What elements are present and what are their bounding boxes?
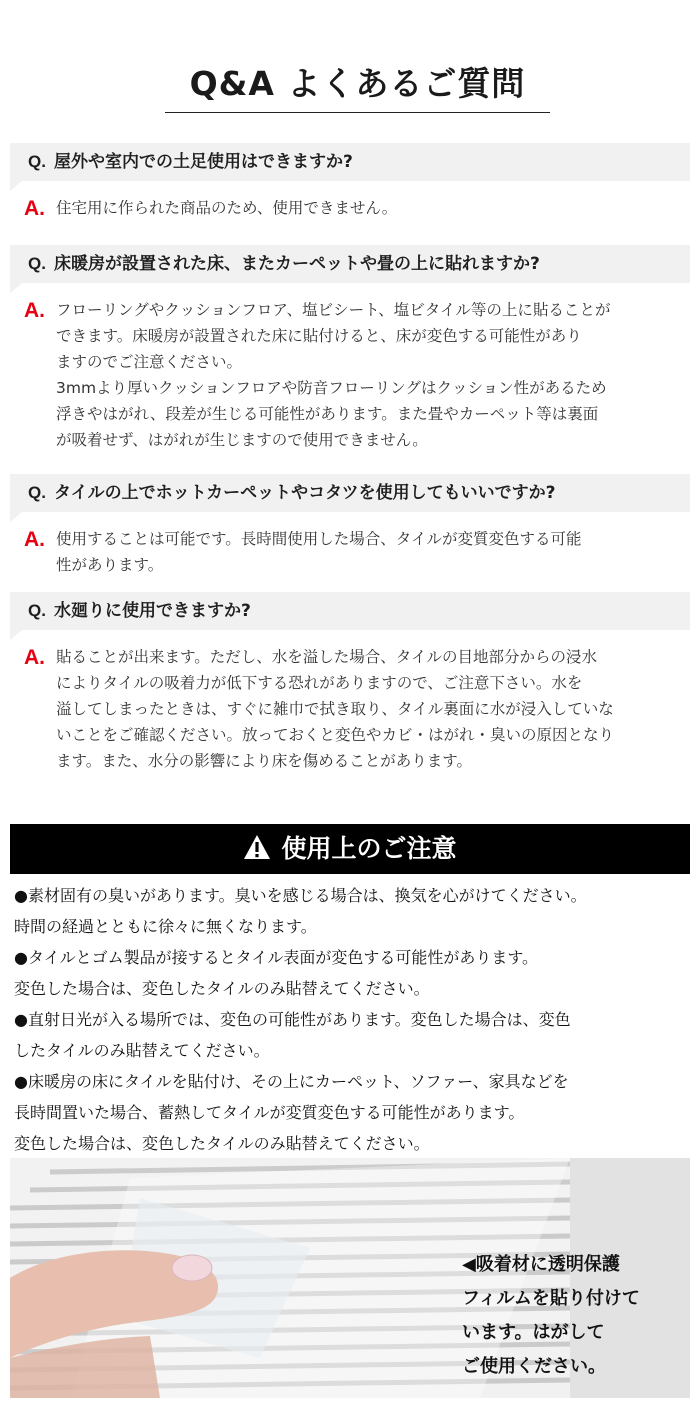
caution-line: したタイルのみ貼替えてください。 [14,1041,270,1060]
caption-line: ◀吸着材に透明保護 [462,1254,620,1275]
answer-line: できます。床暖房が設置された床に貼付けると、床が変色する可能性があり [56,327,582,345]
caution-line: 変色した場合は、変色したタイルのみ貼替えてください。 [14,1134,430,1153]
question-bar [10,245,690,283]
answer-line: ますのでご注意ください。 [56,353,243,371]
caution-line: 時間の経過とともに徐々に無くなります。 [14,917,317,936]
caution-line: ●素材固有の臭いがあります。臭いを感じる場合は、換気を心がけてください。 [14,886,587,905]
answer-line: ます。また、水分の影響により床を傷めることがあります。 [56,752,473,770]
caution-title: 使用上のご注意 [281,834,457,863]
caution-line: 変色した場合は、変色したタイルのみ貼替えてください。 [14,979,430,998]
answer-line: 溢してしまったときは、すぐに雑巾で拭き取り、タイル裏面に水が浸入していな [56,700,614,718]
caution-line: ●タイルとゴム製品が接するとタイル表面が変色する可能性があります。 [14,948,539,967]
question-text: 屋外や室内での土足使用はできますか? [53,152,353,172]
caution-header [10,824,690,874]
caution-line: ●床暖房の床にタイルを貼付け、その上にカーペット、ソファー、家具などを [14,1072,569,1091]
answer [10,195,690,221]
answer-label: A. [24,299,45,322]
answer-line: 使用することは可能です。長時間使用した場合、タイルが変質変色する可能 [56,530,582,548]
question-text: 床暖房が設置された床、またカーペットや畳の上に貼れますか? [53,254,540,274]
question-label: Q. [28,483,46,502]
qa-item [10,245,690,453]
answer-line: が吸着せず、はがれが生じますので使用できません。 [56,431,428,449]
caption-line: います。はがして [462,1322,605,1343]
warning-icon [243,827,271,877]
caution-line: ●直射日光が入る場所では、変色の可能性があります。変色した場合は、変色 [14,1010,571,1029]
answer [10,526,690,578]
answer-line: 浮きやはがれ、段差が生じる可能性があります。また畳やカーペット等は裏面 [56,405,599,423]
answer-label: A. [24,197,45,220]
question-label: Q. [28,152,46,171]
answer-line: 性があります。 [56,556,164,574]
answer [10,297,690,453]
photo-caption [462,1248,690,1384]
caution-line: 長時間置いた場合、蓄熱してタイルが変質変色する可能性があります。 [14,1103,525,1122]
qa-item [10,474,690,578]
qa-item [10,143,690,221]
question-label: Q. [28,601,46,620]
answer-line: フローリングやクッションフロア、塩ビシート、塩ビタイル等の上に貼ることが [56,301,611,319]
answer-label: A. [24,528,45,551]
answer [10,644,690,774]
question-text: タイルの上でホットカーペットやコタツを使用してもいいですか? [53,483,556,503]
caution-notes [14,880,694,1159]
answer-line: 住宅用に作られた商品のため、使用できません。 [56,199,398,217]
caption-line: フィルムを貼り付けて [462,1288,640,1309]
product-photo [10,1158,690,1398]
qa-item [10,592,690,774]
answer-line: 3mmより厚いクッションフロアや防音フローリングはクッション性があるため [56,379,607,397]
answer-label: A. [24,646,45,669]
question-label: Q. [28,254,46,273]
answer-line: いことをご確認ください。放っておくと変色やカビ・はがれ・臭いの原因となり [56,726,615,744]
answer-line: によりタイルの吸着力が低下する恐れがありますので、ご注意下さい。水を [56,674,583,692]
question-text: 水廻りに使用できますか? [53,601,251,621]
caption-line: ご使用ください。 [462,1356,606,1377]
answer-line: 貼ることが出来ます。ただし、水を溢した場合、タイルの目地部分からの浸水 [56,648,597,666]
page-title: Q&A よくあるご質問 [165,56,550,113]
question-bar [10,592,690,630]
question-bar [10,143,690,181]
question-bar [10,474,690,512]
